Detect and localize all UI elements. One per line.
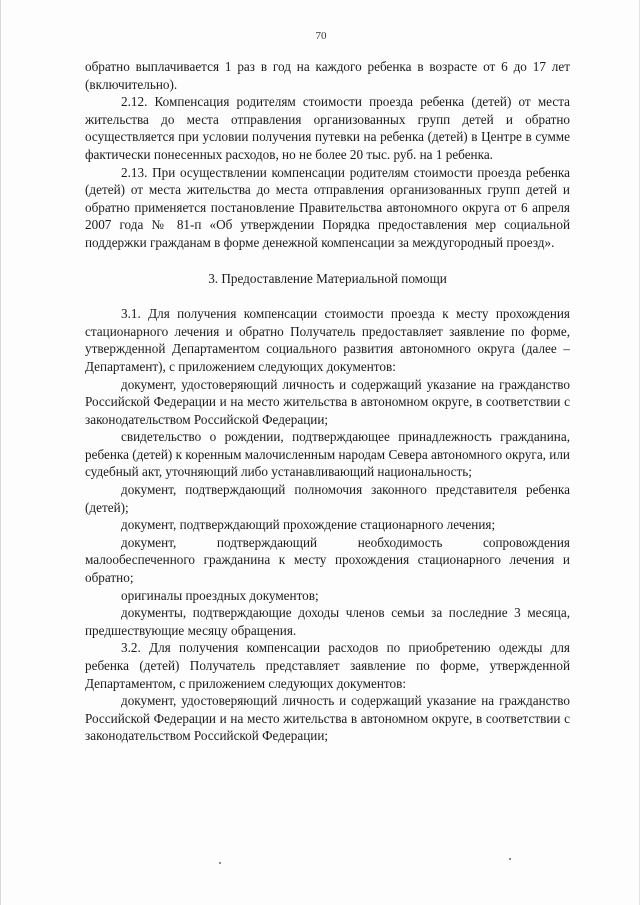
page-number: 70 [315, 30, 327, 42]
document-body [85, 58, 570, 745]
paragraph-2-12: 2.12. Компенсация родителям стоимости проезда ребенка (детей) от места жительства до места отправления организованных групп детей и обратно осуществляется при условии получения путевки на ребенка (детей) в Центре в сумме фактически понесенных расходов, но не более 20 тыс. руб. на 1 ребенка. [85, 94, 570, 162]
paragraph-3-2: 3.2. Для получения компенсации расходов по приобретению одежды для ребенка (детей) Получатель представляет заявление по форме, утвержденной Департаментом, с приложением следующих документов: [85, 640, 570, 691]
list-item-income-documents: документы, подтверждающие доходы членов семьи за последние 3 месяца, предшествующие месяцу обращения. [85, 605, 570, 638]
list-item-identity-document-2: документ, удостоверяющий личность и содержащий указание на гражданство Российской Федерации и на место жительства в автономном округе, в соответствии с законодательством Российской Федерации; [85, 693, 570, 744]
scan-speck [219, 862, 221, 864]
paragraph-continuation: обратно выплачивается 1 раз в год на каждого ребенка в возрасте от 6 до 17 лет (включительно). [85, 59, 570, 92]
list-item-travel-documents: оригиналы проездных документов; [121, 587, 319, 603]
section-heading: 3. Предоставление Материальной помощи [208, 270, 447, 286]
list-item-treatment-confirmation: документ, подтверждающий прохождение стационарного лечения; [121, 517, 496, 533]
paragraph-2-13: 2.13. При осуществлении компенсации родителям стоимости проезда ребенка (детей) от места жительства до места отправления организованных групп детей и обратно применяется постановление Правительства автономного округа от 6 апреля 2007 года № 81-п «Об утверждении Порядка предоставления мер социальной поддержки гражданам в форме денежной компенсации за междугородный проезд». [85, 164, 570, 250]
list-item-birth-certificate: свидетельство о рождении, подтверждающее принадлежность гражданина, ребенка (детей) к коренным малочисленным народам Севера автономного округа, или судебный акт, уточняющий либо устанавливающий национальность; [85, 429, 570, 480]
list-item-escort-necessity: документ, подтверждающий необходимость сопровождения малообеспеченного гражданина к месту прохождения стационарного лечения и обратно; [85, 534, 570, 586]
paragraph-3-1: 3.1. Для получения компенсации стоимости проезда к месту прохождения стационарного лечения и обратно Получатель предоставляет заявление по форме, утвержденной Департаментом социального развития автономного округа (далее – Департамент), с приложением следующих документов: [85, 306, 570, 374]
list-item-identity-document: документ, удостоверяющий личность и содержащий указание на гражданство Российской Федерации и на место жительства в автономном округе, в соответствии с законодательством Российской Федерации; [85, 376, 570, 427]
list-item-representative-authority: документ, подтверждающий полномочия законного представителя ребенка (детей); [85, 482, 570, 515]
scan-speck [509, 858, 511, 860]
